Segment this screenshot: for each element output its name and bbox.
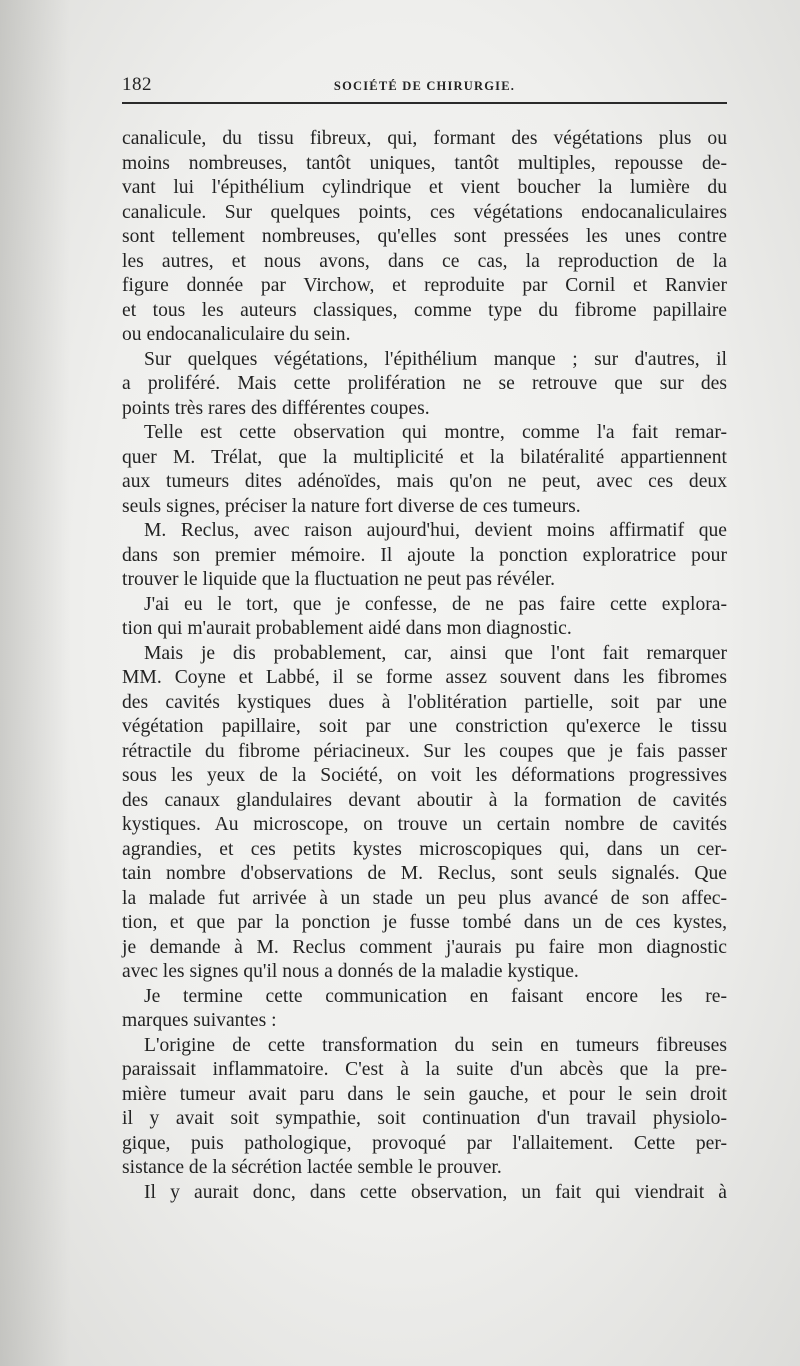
text-line: a proliféré. Mais cette prolifération ne se retrouve que sur des [122, 373, 727, 394]
text-line: je demande à M. Reclus comment j'aurais pu faire mon diagnostic [122, 936, 727, 958]
text-line: tion, et que par la ponction je fusse tombé dans un de ces kystes, [122, 912, 727, 933]
paragraph [122, 642, 727, 985]
text-line: Sur quelques végétations, l'épithélium manque ; sur d'autres, il [144, 348, 727, 370]
paragraph [122, 985, 727, 1034]
text-line: moins nombreuses, tantôt uniques, tantôt multiples, repousse de- [122, 152, 727, 174]
text-line: des cavités kystiques dues à l'oblitération partielle, soit par une [122, 691, 727, 713]
text-line: canalicule, du tissu fibreux, qui, formant des végétations plus ou [122, 128, 727, 149]
text-line: MM. Coyne et Labbé, il se forme assez souvent dans les fibromes [122, 667, 727, 688]
text-line: L'origine de cette transformation du sein en tumeurs fibreuses [144, 1034, 727, 1056]
text-line: tain nombre d'observations de M. Reclus, sont seuls signalés. Que [122, 863, 727, 884]
paragraph [122, 1034, 727, 1181]
text-line: J'ai eu le tort, que je confesse, de ne pas faire cette explora- [144, 593, 727, 615]
paragraph [122, 1181, 727, 1206]
text-line: Je termine cette communication en faisant encore les re- [144, 985, 727, 1007]
text-line: ou endocanaliculaire du sein. [122, 324, 351, 345]
text-line: tion qui m'aurait probablement aidé dans mon diagnostic. [122, 618, 572, 639]
text-line: végétation papillaire, soit par une constriction qu'exerce le tissu [122, 716, 727, 737]
text-line: aux tumeurs dites adénoïdes, mais qu'on ne peut, avec ces deux [122, 471, 727, 492]
text-line: mière tumeur avait paru dans le sein gauche, et pour le sein droit [122, 1083, 727, 1105]
text-line: sous les yeux de la Société, on voit les déformations progressives [122, 765, 727, 786]
text-line: quer M. Trélat, que la multiplicité et la bilatéralité appartiennent [122, 446, 727, 468]
paragraph [122, 593, 727, 642]
paragraph [122, 348, 727, 422]
scan-edge-shadow [0, 0, 70, 1366]
text-line: seuls signes, préciser la nature fort diverse de ces tumeurs. [122, 495, 581, 517]
paragraph [122, 421, 727, 519]
text-line: sont tellement nombreuses, qu'elles sont pressées les unes contre [122, 226, 727, 247]
body-text [122, 127, 727, 1205]
text-line: rétractile du fibrome périacineux. Sur les coupes que je fais passer [122, 740, 727, 762]
paragraph [122, 127, 727, 348]
text-line: M. Reclus, avec raison aujourd'hui, devient moins affirmatif que [144, 520, 727, 541]
text-line: et tous les auteurs classiques, comme type du fibrome papillaire [122, 299, 727, 321]
text-line: avec les signes qu'il nous a donnés de la maladie kystique. [122, 961, 579, 982]
page-number: 182 [122, 74, 152, 95]
text-line: les autres, et nous avons, dans ce cas, la reproduction de la [122, 250, 727, 272]
text-line: agrandies, et ces petits kystes microscopiques qui, dans un cer- [122, 838, 727, 860]
paragraph [122, 519, 727, 593]
text-line: dans son premier mémoire. Il ajoute la ponction exploratrice pour [122, 544, 727, 566]
text-line: trouver le liquide que la fluctuation ne peut pas révéler. [122, 569, 556, 590]
running-title: SOCIÉTÉ DE CHIRURGIE. [333, 79, 516, 93]
text-line: la malade fut arrivée à un stade un peu plus avancé de son affec- [122, 887, 727, 909]
text-line: sistance de la sécrétion lactée semble le prouver. [122, 1157, 502, 1178]
text-line: canalicule. Sur quelques points, ces végétations endocanaliculaires [122, 201, 727, 223]
running-head [122, 70, 727, 98]
text-line: gique, puis pathologique, provoqué par l'allaitement. Cette per- [122, 1132, 727, 1154]
text-line: Il y aurait donc, dans cette observation, un fait qui viendrait à [144, 1181, 727, 1203]
text-line: vant lui l'épithélium cylindrique et vient boucher la lumière du [122, 177, 727, 198]
text-line: il y avait soit sympathie, soit continuation d'un travail physiolo- [122, 1108, 727, 1129]
header-rule [122, 102, 727, 104]
text-line: marques suivantes : [122, 1010, 277, 1031]
text-line: points très rares des différentes coupes. [122, 397, 430, 419]
text-line: figure donnée par Virchow, et reproduite par Cornil et Ranvier [122, 275, 727, 296]
text-line: kystiques. Au microscope, on trouve un certain nombre de cavités [122, 814, 727, 835]
text-line: paraissait inflammatoire. C'est à la suite d'un abcès que la pre- [122, 1059, 727, 1080]
text-line: Telle est cette observation qui montre, comme l'a fait remar- [144, 422, 727, 443]
text-line: Mais je dis probablement, car, ainsi que l'ont fait remarquer [144, 642, 727, 664]
text-line: des canaux glandulaires devant aboutir à la formation de cavités [122, 789, 727, 811]
book-page [122, 70, 727, 1203]
